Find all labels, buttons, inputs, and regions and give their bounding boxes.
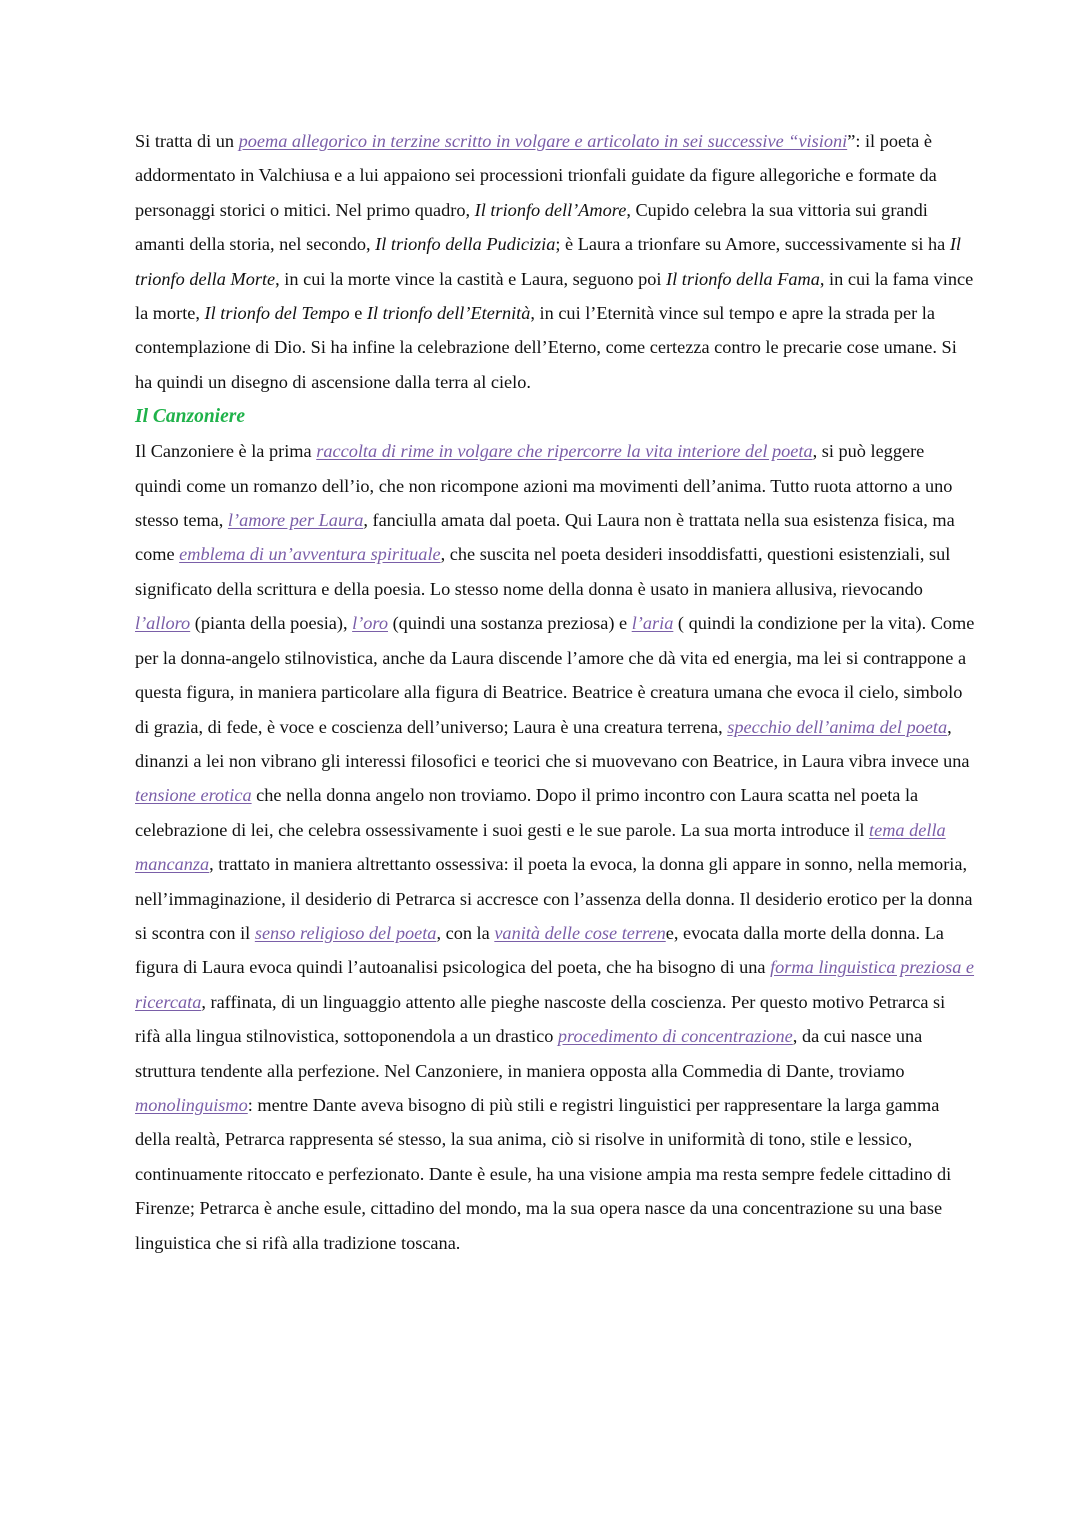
text-span: , Cupido celebra la sua vittoria sui grandi amanti della storia, nel secondo, (135, 199, 928, 255)
text-span: , in cui la fama vince la morte, (135, 268, 974, 324)
document-page (135, 124, 975, 1260)
text-span: , con la (436, 922, 495, 943)
highlight-vanita-cose: vanità delle cose terren (494, 922, 666, 943)
text-span: ”: il poeta è addormentato in Valchiusa e a lui appaiono sei processioni trionfali guidate da figure allegoriche e formate da personaggi storici o mitici. Nel primo quadro, (135, 131, 937, 220)
text-span: : mentre Dante aveva bisogno di più stili e registri linguistici per rappresentare la larga gamma della realtà, Petrarca rappresenta sé stesso, la sua anima, ciò si risolve in uniformità di tono, stile e lessico, continuamente ritoccato e perfezionato. Dante è esule, ha una visione ampia ma resta sempre fedele cittadino di Firenze; Petrarca è anche esule, cittadino del mondo, ma la sua opera nasce da una concentrazione su una base linguistica che si rifà alla tradizione toscana. (135, 1094, 952, 1253)
highlight-forma-linguistica: forma linguistica preziosa e ricercata (135, 957, 975, 1012)
text-span: ; è Laura a trionfare su Amore, successivamente si ha (555, 234, 950, 255)
text-span: (pianta della poesia), (190, 613, 353, 634)
text-span: , dinanzi a lei non vibrano gli interessi filosofici e teorici che si muovevano con Beatrice, in Laura vibra invece una (135, 716, 970, 771)
highlight-oro: l’oro (352, 613, 389, 634)
text-span: , si può leggere quindi come un romanzo dell’io, che non ricompone azioni ma movimenti dell’anima. Tutto ruota attorno a uno stesso tema, (135, 441, 953, 531)
title-trionfo-fama: Il trionfo della Fama (666, 268, 820, 289)
section-heading-canzoniere: Il Canzoniere (135, 406, 245, 428)
text-span: e, evocata dalla morte della donna. La figura di Laura evoca quindi l’autoanalisi psicologica del poeta, che ha bisogno di una (135, 922, 944, 978)
text-span: Si tratta di un (135, 131, 239, 151)
text-span: , trattato in maniera altrettanto ossessiva: il poeta la evoca, la donna gli appare in sonno, nella memoria, nell’immaginazione, il desiderio di Petrarca si accresce con l’assenza della donna. Il desiderio erotico per la donna si scontra con il (135, 854, 973, 943)
text-span: , raffinata, di un linguaggio attento alle pieghe nascoste della coscienza. Per questo motivo Petrarca si rifà alla lingua stilnovistica, sottoponendola a un drastico (135, 991, 946, 1047)
title-trionfo-amore: Il trionfo dell’Amore (474, 199, 627, 220)
text-span: che nella donna angelo non troviamo. Dopo il primo incontro con Laura scatta nel poeta la celebrazione di lei, che celebra ossessivamente i suoi gesti e le sue parole. La sua morta introduce il (135, 785, 919, 840)
highlight-alloro: l’alloro (135, 613, 191, 634)
title-trionfo-pudicizia: Il trionfo della Pudicizia (375, 234, 556, 255)
text-span: Il Canzoniere è la prima (135, 441, 317, 462)
title-trionfo-eternita: Il trionfo dell’Eternità (366, 303, 531, 324)
title-trionfo-tempo: Il trionfo del Tempo (204, 303, 350, 324)
highlight-senso-religioso: senso religioso del poeta (254, 922, 437, 943)
text-span: , in cui l’Eternità vince sul tempo e apre la strada per la contemplazione di Dio. Si ha infine la celebrazione dell’Eterno, come certezza contro le precarie cose umane. Si ha quindi un disegno di ascensione dalla terra al cielo. (135, 303, 957, 392)
highlight-specchio-anima: specchio dell’anima del poeta (727, 716, 948, 737)
highlight-aria: l’aria (631, 613, 674, 634)
text-span: , in cui la morte vince la castità e Laura, seguono poi (275, 268, 667, 289)
text-span: , da cui nasce una struttura tendente alla perfezione. Nel Canzoniere, in maniera opposta alla Commedia di Dante, troviamo (135, 1026, 923, 1081)
text-span: ( quindi la condizione per la vita). Come per la donna-angelo stilnovistica, anche da Laura discende l’amore che dà vita ed energia, ma lei si contrappone a questa figura, in maniera particolare alla figura di Beatrice. Beatrice è creatura umana che evoca il cielo, simbolo di grazia, di fede, è voce e coscienza dell’universo; Laura è una creatura terrena, (135, 613, 975, 737)
title-trionfo-morte: Il trionfo della Morte (135, 234, 961, 289)
highlight-emblema: emblema di un’avventura spirituale (179, 544, 441, 565)
text-span: e (349, 303, 367, 324)
paragraph-trionfi (135, 124, 975, 399)
text-span: , fanciulla amata dal poeta. Qui Laura non è trattata nella sua esistenza fisica, ma come (135, 510, 955, 565)
highlight-amore-laura: l’amore per Laura (227, 510, 364, 531)
text-span: (quindi una sostanza preziosa) e (388, 613, 632, 634)
highlight-raccolta-rime: raccolta di rime in volgare che ripercorre la vita interiore del poeta (316, 441, 813, 462)
text-span: , che suscita nel poeta desideri insoddisfatti, questioni esistenziali, sul significato della scrittura e della poesia. Lo stesso nome della donna è usato in maniera allusiva, rievocando (135, 544, 951, 599)
highlight-tema-mancanza: tema della mancanza (135, 819, 946, 875)
paragraph-canzoniere (135, 434, 975, 1260)
highlight-procedimento: procedimento di concentrazione (557, 1026, 793, 1047)
highlight-poema-allegorico: poema allegorico in terzine scritto in volgare e articolato in sei successive “visioni (238, 131, 848, 151)
highlight-tensione-erotica: tensione erotica (135, 785, 252, 806)
highlight-monolinguismo: monolinguismo (135, 1094, 248, 1115)
